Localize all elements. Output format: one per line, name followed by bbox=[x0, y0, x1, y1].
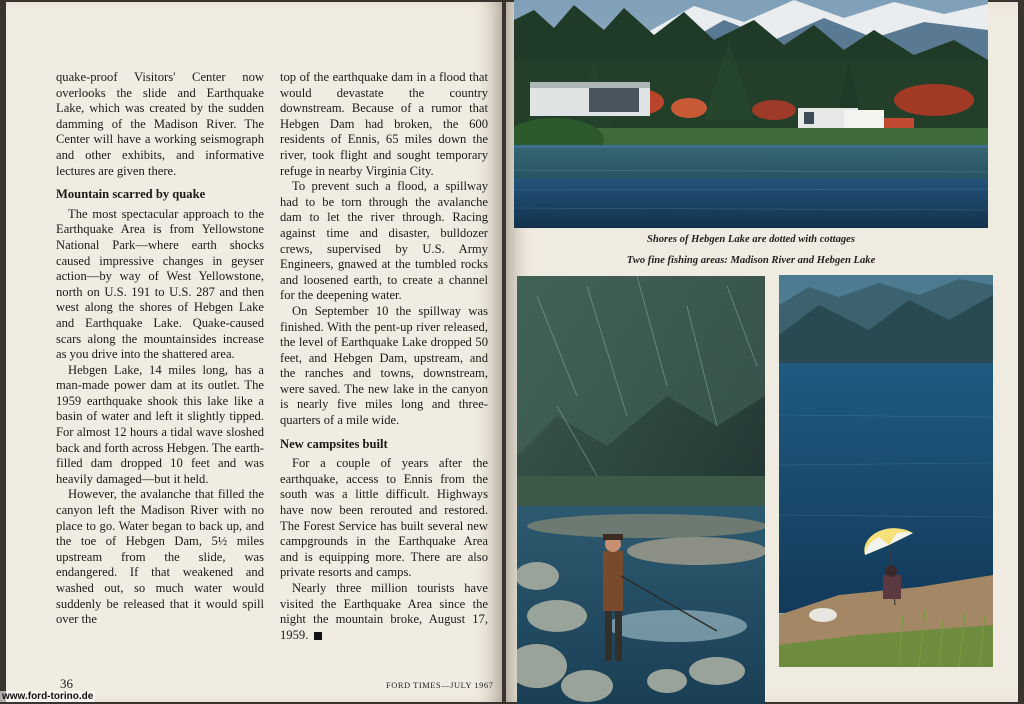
lake-umbrella-illustration bbox=[779, 275, 993, 667]
photo-caption-bottom: Two fine fishing areas: Madison River and Hebgen Lake bbox=[626, 255, 876, 266]
paragraph: Hebgen Lake, 14 miles long, has a man-made power dam at its outlet. The 1959 earthquake shook this lake like a basin of water and left it slightly tipped. For almost 12 hours a tidal wave sloshed back and forth across Hebgen. The earth-filled dam dropped 10 feet and was heavily damaged—but it held. bbox=[56, 362, 264, 486]
section-heading: New campsites built bbox=[280, 436, 388, 451]
river-fisherman-illustration bbox=[517, 276, 765, 704]
section-heading: Mountain scarred by quake bbox=[56, 187, 206, 202]
paragraph: However, the avalanche that filled the canyon left the Madison River with no place to go. Water began to back up, and the toe of Hebgen Dam, 5½ miles upstream from the slide, was endangered. If that weakened and washed out, so much water would suddenly be released that it would spill over the bbox=[56, 487, 264, 627]
paragraph: quake-proof Visitors' Center now overlooks the slide and Earthquake Lake, which was created by the sudden damming of the Madison River. The Center will have a working seismograph and other exhibits, and informative lectures are given there. bbox=[56, 70, 264, 178]
page-number: 36 bbox=[60, 676, 73, 691]
paragraph: The most spectacular approach to the Earthquake Area is from Yellowstone National Park—where earth shocks caused impressive changes in geyser action—by way of West Yellowstone, north on U.S. 191 to U.S. 287 and then west along the shores of Hebgen Lake and Earthquake Lake. Quake-caused scars along the mountainsides increase as you drive into the shattered area. bbox=[56, 206, 264, 362]
photo-madison-river-fisherman bbox=[517, 276, 765, 704]
photo-hebgen-lake-cottages bbox=[514, 0, 988, 228]
paragraph: On September 10 the spillway was finished. With the pent-up river released, the level of Earthquake Lake dropped 50 feet, and Hebgen Dam, upstream, and the ranches and towns, downstream, were saved. The new lake in the canyon is nearly five miles long and three-quarters of a mile wide. bbox=[280, 303, 488, 428]
paragraph: To prevent such a flood, a spillway had to be torn through the avalanche dam to let the river through. Racing against time and disaster, bulldozer crews, supervised by U.S. Army Engineers, gnawed at the tumbled rocks and loosened earth, to create a channel for the deepening water. bbox=[280, 179, 488, 303]
magazine-footer: FORD TIMES—JULY 1967 bbox=[386, 680, 494, 690]
paragraph: top of the earthquake dam in a flood that would devastate the country downstream. Because of a rumor that Hebgen Dam had broken, the 600 residents of Ennis, 65 miles down the river, took flight and sought temporary refuge in nearby Virginia City. bbox=[280, 70, 488, 178]
photo-hebgen-lake-umbrella bbox=[779, 275, 993, 667]
website-watermark: www.ford-torino.de bbox=[2, 691, 94, 702]
text-column-2 bbox=[280, 70, 488, 643]
text-column-1 bbox=[56, 70, 264, 628]
end-mark-icon bbox=[314, 632, 322, 640]
photo-caption-top: Shores of Hebgen Lake are dotted with cottages bbox=[646, 234, 856, 245]
paragraph-text: Nearly three million tourists have visited the Earthquake Area since the night the mountain broke, August 17, 1959. bbox=[280, 581, 488, 642]
paragraph-final bbox=[280, 581, 488, 643]
paragraph: For a couple of years after the earthquake, access to Ennis from the south was a little difficult. Highways have now been rerouted and restored. The Forest Service has built several new campgrounds in the Earthquake Area and is equipping more. There are also private resorts and camps. bbox=[280, 456, 488, 580]
lake-cottages-illustration bbox=[514, 0, 988, 228]
